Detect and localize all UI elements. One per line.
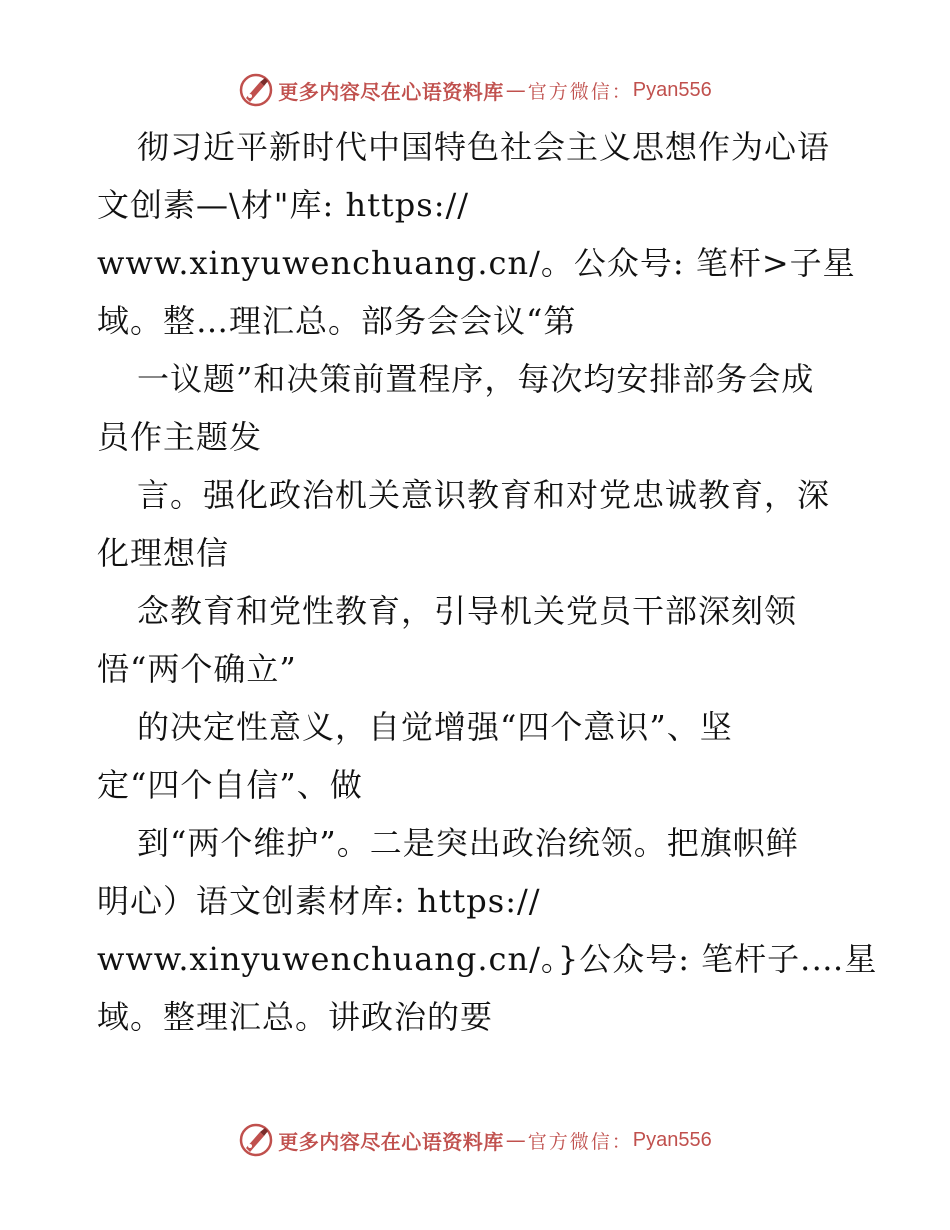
header-banner xyxy=(0,70,950,110)
banner-brand-text: 更多内容尽在心语资料库 xyxy=(278,1129,504,1154)
body-line: 悟“两个确立” xyxy=(97,650,297,688)
banner-wechat-id: Pyan556 xyxy=(632,1128,712,1151)
banner-brand-text: 更多内容尽在心语资料库 xyxy=(278,79,504,104)
banner-wechat-id: Pyan556 xyxy=(632,78,712,101)
body-line: 文创素—\材"库: https:// xyxy=(97,186,470,224)
body-line: 域。整理汇总。讲政治的要 xyxy=(97,998,494,1036)
brand-logo-icon xyxy=(238,1122,274,1158)
body-line: 言。强化政治机关意识教育和对党忠诚教育，深 xyxy=(137,476,831,514)
body-line: www.xinyuwenchuang.cn/。公众号: 笔杆>子星 xyxy=(97,244,856,282)
body-line: 的决定性意义，自觉增强“四个意识”、坚 xyxy=(137,708,733,746)
body-line: 定“四个自信”、做 xyxy=(97,766,363,804)
banner-dash: — xyxy=(505,78,526,102)
body-line: 彻习近平新时代中国特色社会主义思想作为心语 xyxy=(137,128,831,166)
banner-dash: — xyxy=(505,1128,526,1152)
body-line: 一议题”和决策前置程序，每次均安排部务会成 xyxy=(137,360,815,398)
footer-banner xyxy=(0,1120,950,1160)
body-line: www.xinyuwenchuang.cn/。}公众号: 笔杆子.…星 xyxy=(97,940,878,978)
body-line: 域。整…理汇总。部务会会议“第 xyxy=(97,302,577,340)
body-line: 明心）语文创素材库: https:// xyxy=(97,882,541,920)
body-line: 念教育和党性教育，引导机关党员干部深刻领 xyxy=(137,592,798,630)
banner-wechat-label: 官方微信： xyxy=(527,80,633,103)
banner-wechat-label: 官方微信： xyxy=(527,1130,633,1153)
body-line: 化理想信 xyxy=(97,534,230,572)
document-body xyxy=(97,118,878,1046)
body-line: 员作主题发 xyxy=(97,418,263,456)
brand-logo-icon xyxy=(238,72,274,108)
body-line: 到“两个维护”。二是突出政治统领。把旗帜鲜 xyxy=(137,824,799,862)
